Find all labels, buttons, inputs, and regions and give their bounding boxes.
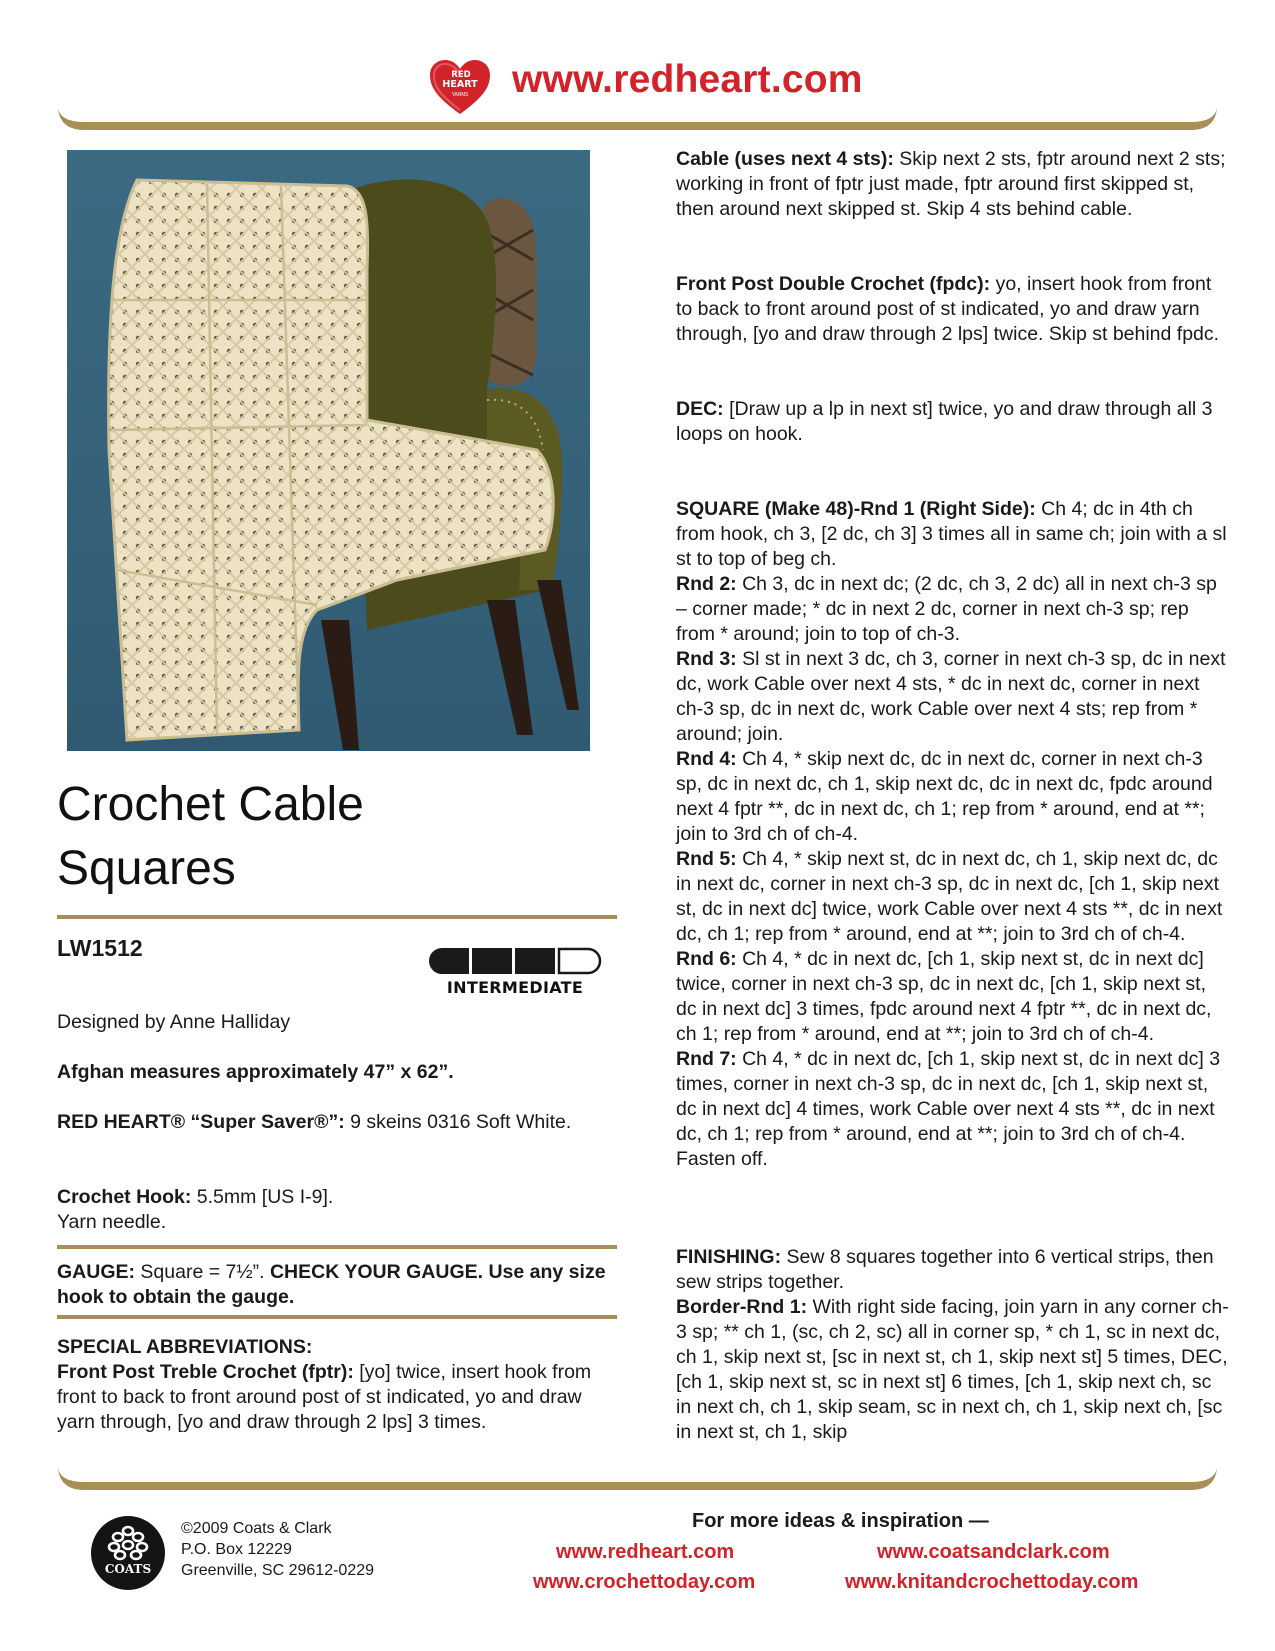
round-3	[676, 647, 1231, 747]
logo-text-heart: HEART	[442, 79, 478, 90]
cable-text: Skip next 2 sts, fptr around next 2 sts; working in front of fptr just made, fptr around first skipped st, then around next skipped st. Skip 4 sts behind cable.	[676, 148, 1226, 220]
afghan-photo	[67, 150, 590, 751]
header-site-url[interactable]: www.redheart.com	[512, 58, 863, 101]
pattern-title-line1: Crochet Cable	[57, 778, 364, 831]
divider-gauge-top	[57, 1245, 617, 1249]
logo-text-yarns: YARNS	[451, 92, 469, 98]
header-gold-band	[58, 104, 1217, 134]
coats-logo[interactable]	[90, 1515, 166, 1591]
dec-abbreviation	[676, 397, 1231, 447]
round-4-text: Ch 4, * skip next dc, dc in next dc, corner in next ch-3 sp, dc in next dc, ch 1, skip next dc, dc in next dc, fpdc around next 4 fptr **, dc in next dc, ch 1; rep from * around, end at **; join to 3rd ch of ch-4.	[676, 748, 1213, 845]
footer-gold-band	[58, 1464, 1217, 1494]
gauge-text: Square = 7½”.	[135, 1261, 270, 1283]
skill-segment-2	[473, 949, 511, 973]
round-7-text: Ch 4, * dc in next dc, [ch 1, skip next st, dc in next dc] 3 times, corner in next ch-3 sp, dc in next dc, [ch 1, skip next st, dc in next dc] 4 times, work Cable over next 4 sts **, dc in next dc, ch 1; rep from * around, end at **; join to 3rd ch of ch-4. Fasten off.	[676, 1048, 1221, 1170]
round-4	[676, 747, 1231, 847]
finishing-instructions	[676, 1245, 1231, 1445]
border-text: With right side facing, join yarn in any corner ch-3 sp; ** ch 1, (sc, ch 2, sc) all in corner sp, * ch 1, sc in next dc, ch 1, skip next st, [sc in next st, ch 1, skip next st] 5 times, DEC, [ch 1, skip next st, sc in next st] 6 times, [ch 1, skip next ch, sc in next ch, ch 1, skip seam, sc in next ch, ch 1, skip next ch, [sc in next st, ch 1, skip	[676, 1296, 1229, 1443]
footer-link-redheart[interactable]: www.redheart.com	[556, 1541, 735, 1563]
company-address	[181, 1518, 374, 1581]
round-2-text: Ch 3, dc in next dc; (2 dc, ch 3, 2 dc) all in next ch-3 sp – corner made; * dc in next 2 dc, corner in next ch-3 sp; rep from * around; join to top of ch-3.	[676, 573, 1217, 645]
round-instructions	[676, 497, 1231, 1172]
footer-link-crochettoday[interactable]: www.crochettoday.com	[533, 1571, 756, 1593]
pattern-title	[57, 773, 617, 901]
fpdc-abbreviation	[676, 272, 1231, 347]
fptr-text: [yo] twice, insert hook from front to back to front around post of st indicated, yo and draw yarn through, [yo and draw through 2 lps] 3 times.	[57, 1361, 592, 1433]
round-5-label: Rnd 5:	[676, 848, 737, 870]
hook-text: 5.5mm [US I-9].	[191, 1186, 334, 1208]
finishing-label: FINISHING:	[676, 1246, 782, 1268]
gauge-label: GAUGE:	[57, 1261, 135, 1283]
round-1	[676, 497, 1231, 572]
pattern-code: LW1512	[57, 935, 143, 961]
round-7	[676, 1047, 1231, 1172]
round-4-label: Rnd 4:	[676, 748, 737, 770]
round-3-text: Sl st in next 3 dc, ch 3, corner in next ch-3 sp, dc in next dc, work Cable over next 4 sts, * dc in next dc, corner in next ch-3 sp, dc in next dc, work Cable over next 4 sts; rep from * around; join.	[676, 648, 1226, 745]
fpdc-text: yo, insert hook from front to back to front around post of st indicated, yo and draw yarn through, [yo and draw through 2 lps] twice. Skip st behind fpdc.	[676, 273, 1220, 345]
designer-credit: Designed by Anne Halliday	[57, 1011, 291, 1033]
round-5	[676, 847, 1231, 947]
gauge-check: CHECK YOUR GAUGE. Use any size hook to obtain the gauge.	[57, 1261, 606, 1308]
special-heading: SPECIAL ABBREVIATIONS:	[57, 1336, 313, 1358]
fptr-label: Front Post Treble Crochet (fptr):	[57, 1361, 354, 1383]
city: Greenville, SC 29612-0229	[181, 1562, 375, 1579]
round-1-label: SQUARE (Make 48)-Rnd 1 (Right Side):	[676, 498, 1036, 520]
cable-label: Cable (uses next 4 sts):	[676, 148, 894, 170]
skill-segment-3	[516, 949, 554, 973]
footer-link-coatsandclark[interactable]: www.coatsandclark.com	[877, 1541, 1110, 1563]
dec-text: [Draw up a lp in next st] twice, yo and draw through all 3 loops on hook.	[676, 398, 1213, 445]
afghan-size: Afghan measures approximately 47” x 62”.	[57, 1061, 454, 1083]
hook-info	[57, 1185, 617, 1235]
yarn-text: 9 skeins 0316 Soft White.	[344, 1111, 572, 1133]
coats-logo-text: COATS	[104, 1562, 152, 1576]
yarn-label: RED HEART® “Super Saver®”:	[57, 1111, 345, 1133]
round-7-label: Rnd 7:	[676, 1048, 737, 1070]
round-6-text: Ch 4, * dc in next dc, [ch 1, skip next st, dc in next dc] twice, corner in next ch-3 sp, dc in next dc, [ch 1, skip next st, dc in next dc] 3 times, fpdc around next 4 fptr **, dc in next dc, ch 1; rep from * around, end at **; join to 3rd ch of ch-4.	[676, 948, 1212, 1045]
divider-top	[57, 915, 617, 919]
skill-segment-4	[559, 949, 600, 973]
special-abbreviations	[57, 1335, 617, 1435]
finishing-text: Sew 8 squares together into 6 vertical strips, then sew strips together.	[676, 1246, 1214, 1293]
hook-label: Crochet Hook:	[57, 1186, 192, 1208]
round-1-text: Ch 4; dc in 4th ch from hook, ch 3, [2 dc, ch 3] 3 times all in same ch; join with a sl st to top of beg ch.	[676, 498, 1227, 570]
gauge-info	[57, 1260, 617, 1310]
yarn-info	[57, 1110, 617, 1135]
copyright: ©2009 Coats & Clark	[181, 1520, 332, 1537]
round-6-label: Rnd 6:	[676, 948, 737, 970]
round-6	[676, 947, 1231, 1047]
skill-segment-1	[430, 949, 468, 973]
cable-abbreviation	[676, 147, 1231, 222]
fpdc-label: Front Post Double Crochet (fpdc):	[676, 273, 991, 295]
border-label: Border-Rnd 1:	[676, 1296, 808, 1318]
divider-gauge-bottom	[57, 1315, 617, 1319]
skill-level-indicator	[428, 946, 602, 976]
skill-level-label: INTERMEDIATE	[446, 978, 584, 997]
footer-link-knitandcrochettoday[interactable]: www.knitandcrochettoday.com	[845, 1571, 1139, 1593]
dec-label: DEC:	[676, 398, 724, 420]
round-2-label: Rnd 2:	[676, 573, 737, 595]
round-3-label: Rnd 3:	[676, 648, 737, 670]
logo-text-red: RED	[451, 70, 471, 80]
round-2	[676, 572, 1231, 647]
po-box: P.O. Box 12229	[181, 1541, 292, 1558]
needle-text: Yarn needle.	[57, 1211, 167, 1233]
round-5-text: Ch 4, * skip next st, dc in next dc, ch 1, skip next dc, dc in next dc, corner in next ch-3 sp, dc in next dc, [ch 1, skip next st, dc in next dc] twice, work Cable over next 4 sts **, dc in next dc, ch 1; rep from * around, end at **; join to 3rd ch of ch-4.	[676, 848, 1223, 945]
more-ideas-heading: For more ideas & inspiration —	[692, 1510, 989, 1532]
pattern-title-line2: Squares	[57, 842, 236, 895]
